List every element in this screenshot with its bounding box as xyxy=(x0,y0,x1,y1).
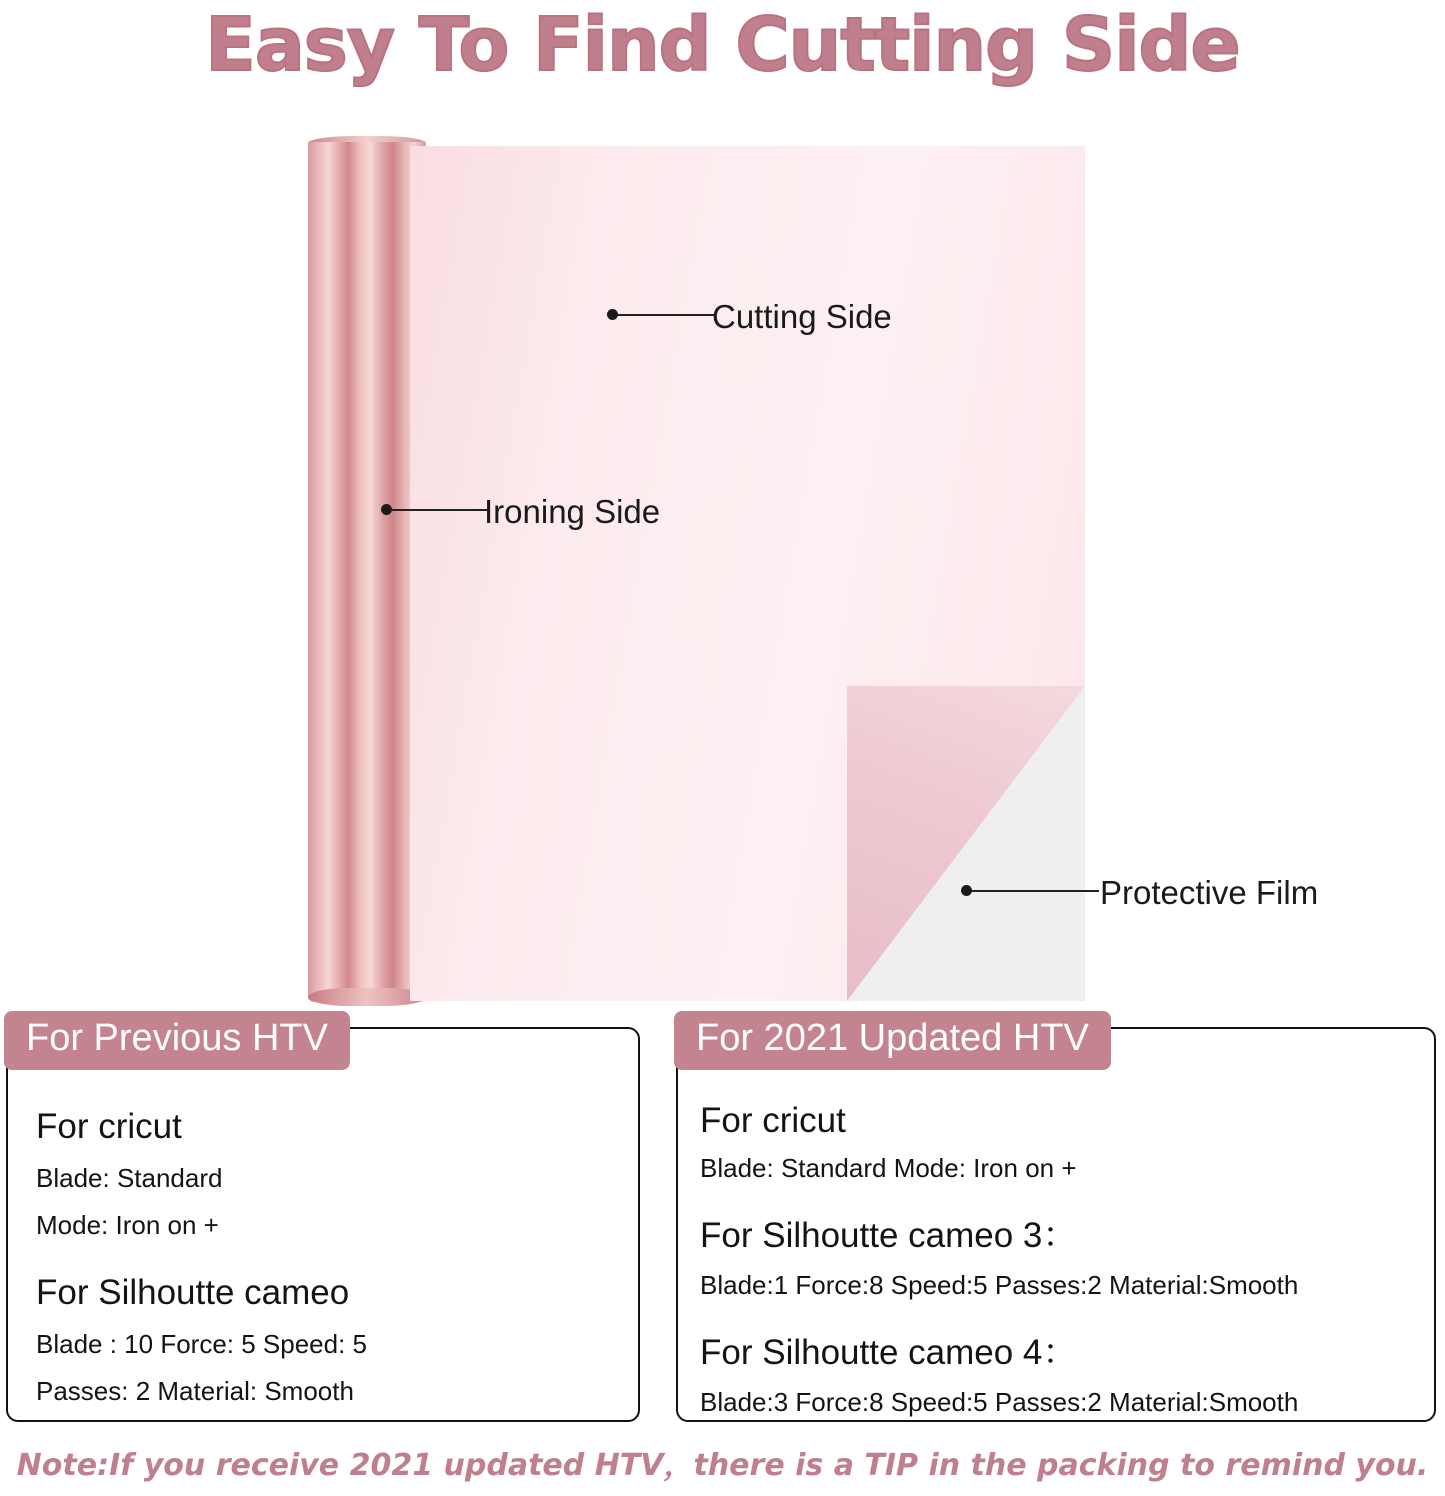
card-updated-htv xyxy=(676,1017,1436,1422)
card-updated-htv-body xyxy=(700,1099,1424,1418)
card-previous-htv xyxy=(6,1017,640,1422)
machine-title-silhouette-cameo: For Silhoutte cameo xyxy=(36,1273,350,1312)
page-title: Easy To Find Cutting Side xyxy=(205,2,1240,88)
spec-line-cricut-updated: Blade: Standard Mode: Iron on + xyxy=(700,1153,1077,1183)
machine-title-cricut-updated: For cricut xyxy=(700,1101,846,1140)
card-previous-htv-body xyxy=(36,1101,624,1407)
callout-label-cutting-side: Cutting Side xyxy=(712,298,892,335)
footer-note: Note:If you receive 2021 updated HTV，there is a TIP in the packing to remind you. xyxy=(16,1448,1429,1483)
spec-line-cameo-4: Blade:3 Force:8 Speed:5 Passes:2 Material:Smooth xyxy=(700,1387,1299,1417)
spec-line-cricut-blade: Blade: Standard xyxy=(36,1163,223,1193)
ironing-side-leader-line xyxy=(391,509,487,511)
spec-line-cameo-3: Blade:1 Force:8 Speed:5 Passes:2 Material:Smooth xyxy=(700,1270,1299,1300)
spacer xyxy=(700,1301,1424,1323)
protective-film-corner xyxy=(847,686,1085,1001)
machine-title-cricut: For cricut xyxy=(36,1107,182,1146)
spec-line-cameo-blade-force-speed: Blade : 10 Force: 5 Speed: 5 xyxy=(36,1329,367,1359)
callout-label-protective-film: Protective Film xyxy=(1100,874,1319,911)
protective-film-leader-line xyxy=(971,890,1099,892)
spec-line-cricut-mode: Mode: Iron on + xyxy=(36,1210,219,1240)
machine-title-cameo-4: For Silhoutte cameo 4： xyxy=(700,1333,1078,1372)
callout-label-ironing-side: Ironing Side xyxy=(484,493,661,530)
card-updated-htv-header: For 2021 Updated HTV xyxy=(674,1011,1111,1070)
spec-line-cameo-passes-material: Passes: 2 Material: Smooth xyxy=(36,1376,354,1406)
spacer xyxy=(700,1184,1424,1206)
card-previous-htv-header: For Previous HTV xyxy=(4,1011,350,1070)
htv-roll xyxy=(308,142,426,1002)
machine-title-cameo-3: For Silhoutte cameo 3： xyxy=(700,1216,1078,1255)
product-illustration xyxy=(0,120,1445,1000)
cutting-side-leader-line xyxy=(617,314,715,316)
spacer xyxy=(36,1241,624,1267)
htv-roll-bottom-edge xyxy=(308,988,426,1006)
